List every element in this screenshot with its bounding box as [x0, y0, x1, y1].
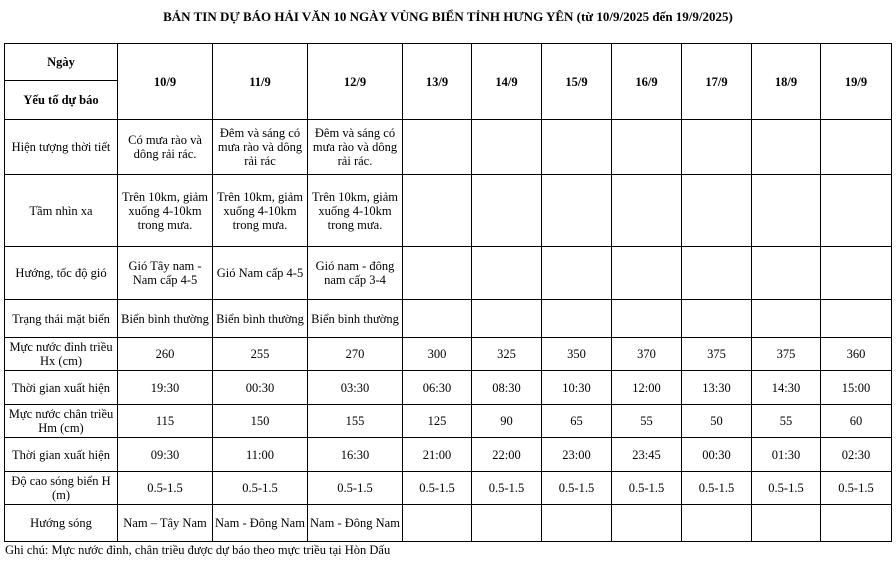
table-cell: 375 [682, 338, 752, 371]
table-cell: Trên 10km, giảm xuống 4-10km trong mưa. [308, 175, 403, 247]
table-cell [612, 247, 682, 300]
table-cell: 255 [213, 338, 308, 371]
row-label: Thời gian xuất hiện [5, 438, 118, 472]
table-cell [472, 120, 542, 175]
table-cell [542, 120, 612, 175]
table-cell: 10:30 [542, 371, 612, 405]
table-cell: 55 [612, 405, 682, 438]
day-header: 15/9 [542, 44, 612, 120]
table-cell: 0.5-1.5 [403, 472, 472, 505]
table-cell: 03:30 [308, 371, 403, 405]
table-cell [403, 247, 472, 300]
table-cell: 08:30 [472, 371, 542, 405]
table-cell: 155 [308, 405, 403, 438]
table-cell [403, 300, 472, 338]
table-cell [612, 175, 682, 247]
row-label: Mực nước chân triều Hm (cm) [5, 405, 118, 438]
table-cell: Gió nam - đông nam cấp 3-4 [308, 247, 403, 300]
table-cell [612, 300, 682, 338]
forecast-table [4, 43, 892, 542]
table-cell [403, 505, 472, 542]
table-cell: 13:30 [682, 371, 752, 405]
table-cell: 325 [472, 338, 542, 371]
table-cell [682, 505, 752, 542]
table-cell: 375 [752, 338, 821, 371]
day-header: 19/9 [821, 44, 892, 120]
table-cell: 55 [752, 405, 821, 438]
day-header: 10/9 [118, 44, 213, 120]
table-cell: 22:00 [472, 438, 542, 472]
table-cell: 00:30 [682, 438, 752, 472]
day-header: 14/9 [472, 44, 542, 120]
wave-direction-row [5, 505, 892, 542]
table-cell [472, 175, 542, 247]
table-cell [472, 247, 542, 300]
table-cell [542, 175, 612, 247]
header-row [5, 44, 892, 120]
table-cell: Nam – Tây Nam [118, 505, 213, 542]
table-cell: 0.5-1.5 [752, 472, 821, 505]
table-cell: 115 [118, 405, 213, 438]
table-cell: 11:00 [213, 438, 308, 472]
high-tide-level-row [5, 338, 892, 371]
row-label: Trạng thái mặt biển [5, 300, 118, 338]
table-cell: Trên 10km, giảm xuống 4-10km trong mưa. [118, 175, 213, 247]
table-cell [542, 505, 612, 542]
table-cell [821, 120, 892, 175]
table-cell: 360 [821, 338, 892, 371]
table-cell: 0.5-1.5 [118, 472, 213, 505]
row-label: Thời gian xuất hiện [5, 371, 118, 405]
table-cell: 300 [403, 338, 472, 371]
table-cell: 12:00 [612, 371, 682, 405]
table-cell: 06:30 [403, 371, 472, 405]
footnote: Ghi chú: Mực nước đỉnh, chân triều được dự báo theo mực triều tại Hòn Dấu [5, 543, 391, 557]
header-day-label: Ngày [5, 44, 117, 81]
table-cell: 21:00 [403, 438, 472, 472]
table-cell: 60 [821, 405, 892, 438]
table-cell: 01:30 [752, 438, 821, 472]
table-cell [542, 300, 612, 338]
table-cell [472, 505, 542, 542]
table-cell: 125 [403, 405, 472, 438]
table-cell: 19:30 [118, 371, 213, 405]
wind-row [5, 247, 892, 300]
table-cell: 16:30 [308, 438, 403, 472]
table-cell: Có mưa rào và dông rải rác. [118, 120, 213, 175]
day-header: 11/9 [213, 44, 308, 120]
table-cell: Gió Tây nam - Nam cấp 4-5 [118, 247, 213, 300]
table-cell [821, 300, 892, 338]
table-cell [542, 247, 612, 300]
table-cell: Đêm và sáng có mưa rào và dông rải rác [213, 120, 308, 175]
table-cell [752, 120, 821, 175]
table-cell: 370 [612, 338, 682, 371]
table-cell: Biển bình thường [308, 300, 403, 338]
wave-height-row [5, 472, 892, 505]
row-label: Mực nước đỉnh triều Hx (cm) [5, 338, 118, 371]
weather-row [5, 120, 892, 175]
table-cell [821, 505, 892, 542]
table-cell [612, 120, 682, 175]
table-cell: 260 [118, 338, 213, 371]
table-cell: Trên 10km, giảm xuống 4-10km trong mưa. [213, 175, 308, 247]
low-tide-level-row [5, 405, 892, 438]
header-factor-label: Yếu tố dự báo [23, 93, 99, 107]
table-cell [403, 175, 472, 247]
table-cell [821, 175, 892, 247]
table-cell: 65 [542, 405, 612, 438]
table-cell: 0.5-1.5 [472, 472, 542, 505]
table-cell: Gió Nam cấp 4-5 [213, 247, 308, 300]
table-cell [472, 300, 542, 338]
table-cell [403, 120, 472, 175]
table-cell [752, 505, 821, 542]
table-cell: 23:00 [542, 438, 612, 472]
table-cell: Nam - Đông Nam [213, 505, 308, 542]
day-header: 16/9 [612, 44, 682, 120]
table-cell: Biển bình thường [118, 300, 213, 338]
table-cell: 0.5-1.5 [612, 472, 682, 505]
table-cell: 150 [213, 405, 308, 438]
table-cell: 0.5-1.5 [308, 472, 403, 505]
table-cell [752, 175, 821, 247]
day-header: 13/9 [403, 44, 472, 120]
table-cell: 0.5-1.5 [682, 472, 752, 505]
row-label: Hiện tượng thời tiết [5, 120, 118, 175]
table-cell: 09:30 [118, 438, 213, 472]
row-label: Hướng sóng [5, 505, 118, 542]
table-cell: 350 [542, 338, 612, 371]
table-cell [752, 247, 821, 300]
table-cell [682, 247, 752, 300]
day-header: 17/9 [682, 44, 752, 120]
day-header: 18/9 [752, 44, 821, 120]
table-cell [752, 300, 821, 338]
table-cell: Nam - Đông Nam [308, 505, 403, 542]
table-cell: 02:30 [821, 438, 892, 472]
table-cell [682, 120, 752, 175]
table-cell: Biển bình thường [213, 300, 308, 338]
visibility-row [5, 175, 892, 247]
page-title: BẢN TIN DỰ BÁO HẢI VĂN 10 NGÀY VÙNG BIỂN TỈNH HƯNG YÊN (từ 10/9/2025 đến 19/9/2025) [163, 9, 733, 24]
table-cell [682, 175, 752, 247]
table-cell: 0.5-1.5 [542, 472, 612, 505]
table-cell [682, 300, 752, 338]
row-label: Hướng, tốc độ gió [5, 247, 118, 300]
table-cell: 00:30 [213, 371, 308, 405]
table-cell: 14:30 [752, 371, 821, 405]
row-label: Độ cao sóng biển H (m) [5, 472, 118, 505]
sea-state-row [5, 300, 892, 338]
day-header: 12/9 [308, 44, 403, 120]
table-cell: Đêm và sáng có mưa rào và dông rải rác. [308, 120, 403, 175]
table-cell: 15:00 [821, 371, 892, 405]
table-cell [612, 505, 682, 542]
table-cell: 90 [472, 405, 542, 438]
table-cell: 270 [308, 338, 403, 371]
table-cell: 0.5-1.5 [821, 472, 892, 505]
table-cell: 0.5-1.5 [213, 472, 308, 505]
table-cell [821, 247, 892, 300]
row-label: Tầm nhìn xa [5, 175, 118, 247]
low-tide-time-row [5, 438, 892, 472]
table-cell: 50 [682, 405, 752, 438]
table-cell: 23:45 [612, 438, 682, 472]
high-tide-time-row [5, 371, 892, 405]
header-corner [5, 44, 118, 120]
